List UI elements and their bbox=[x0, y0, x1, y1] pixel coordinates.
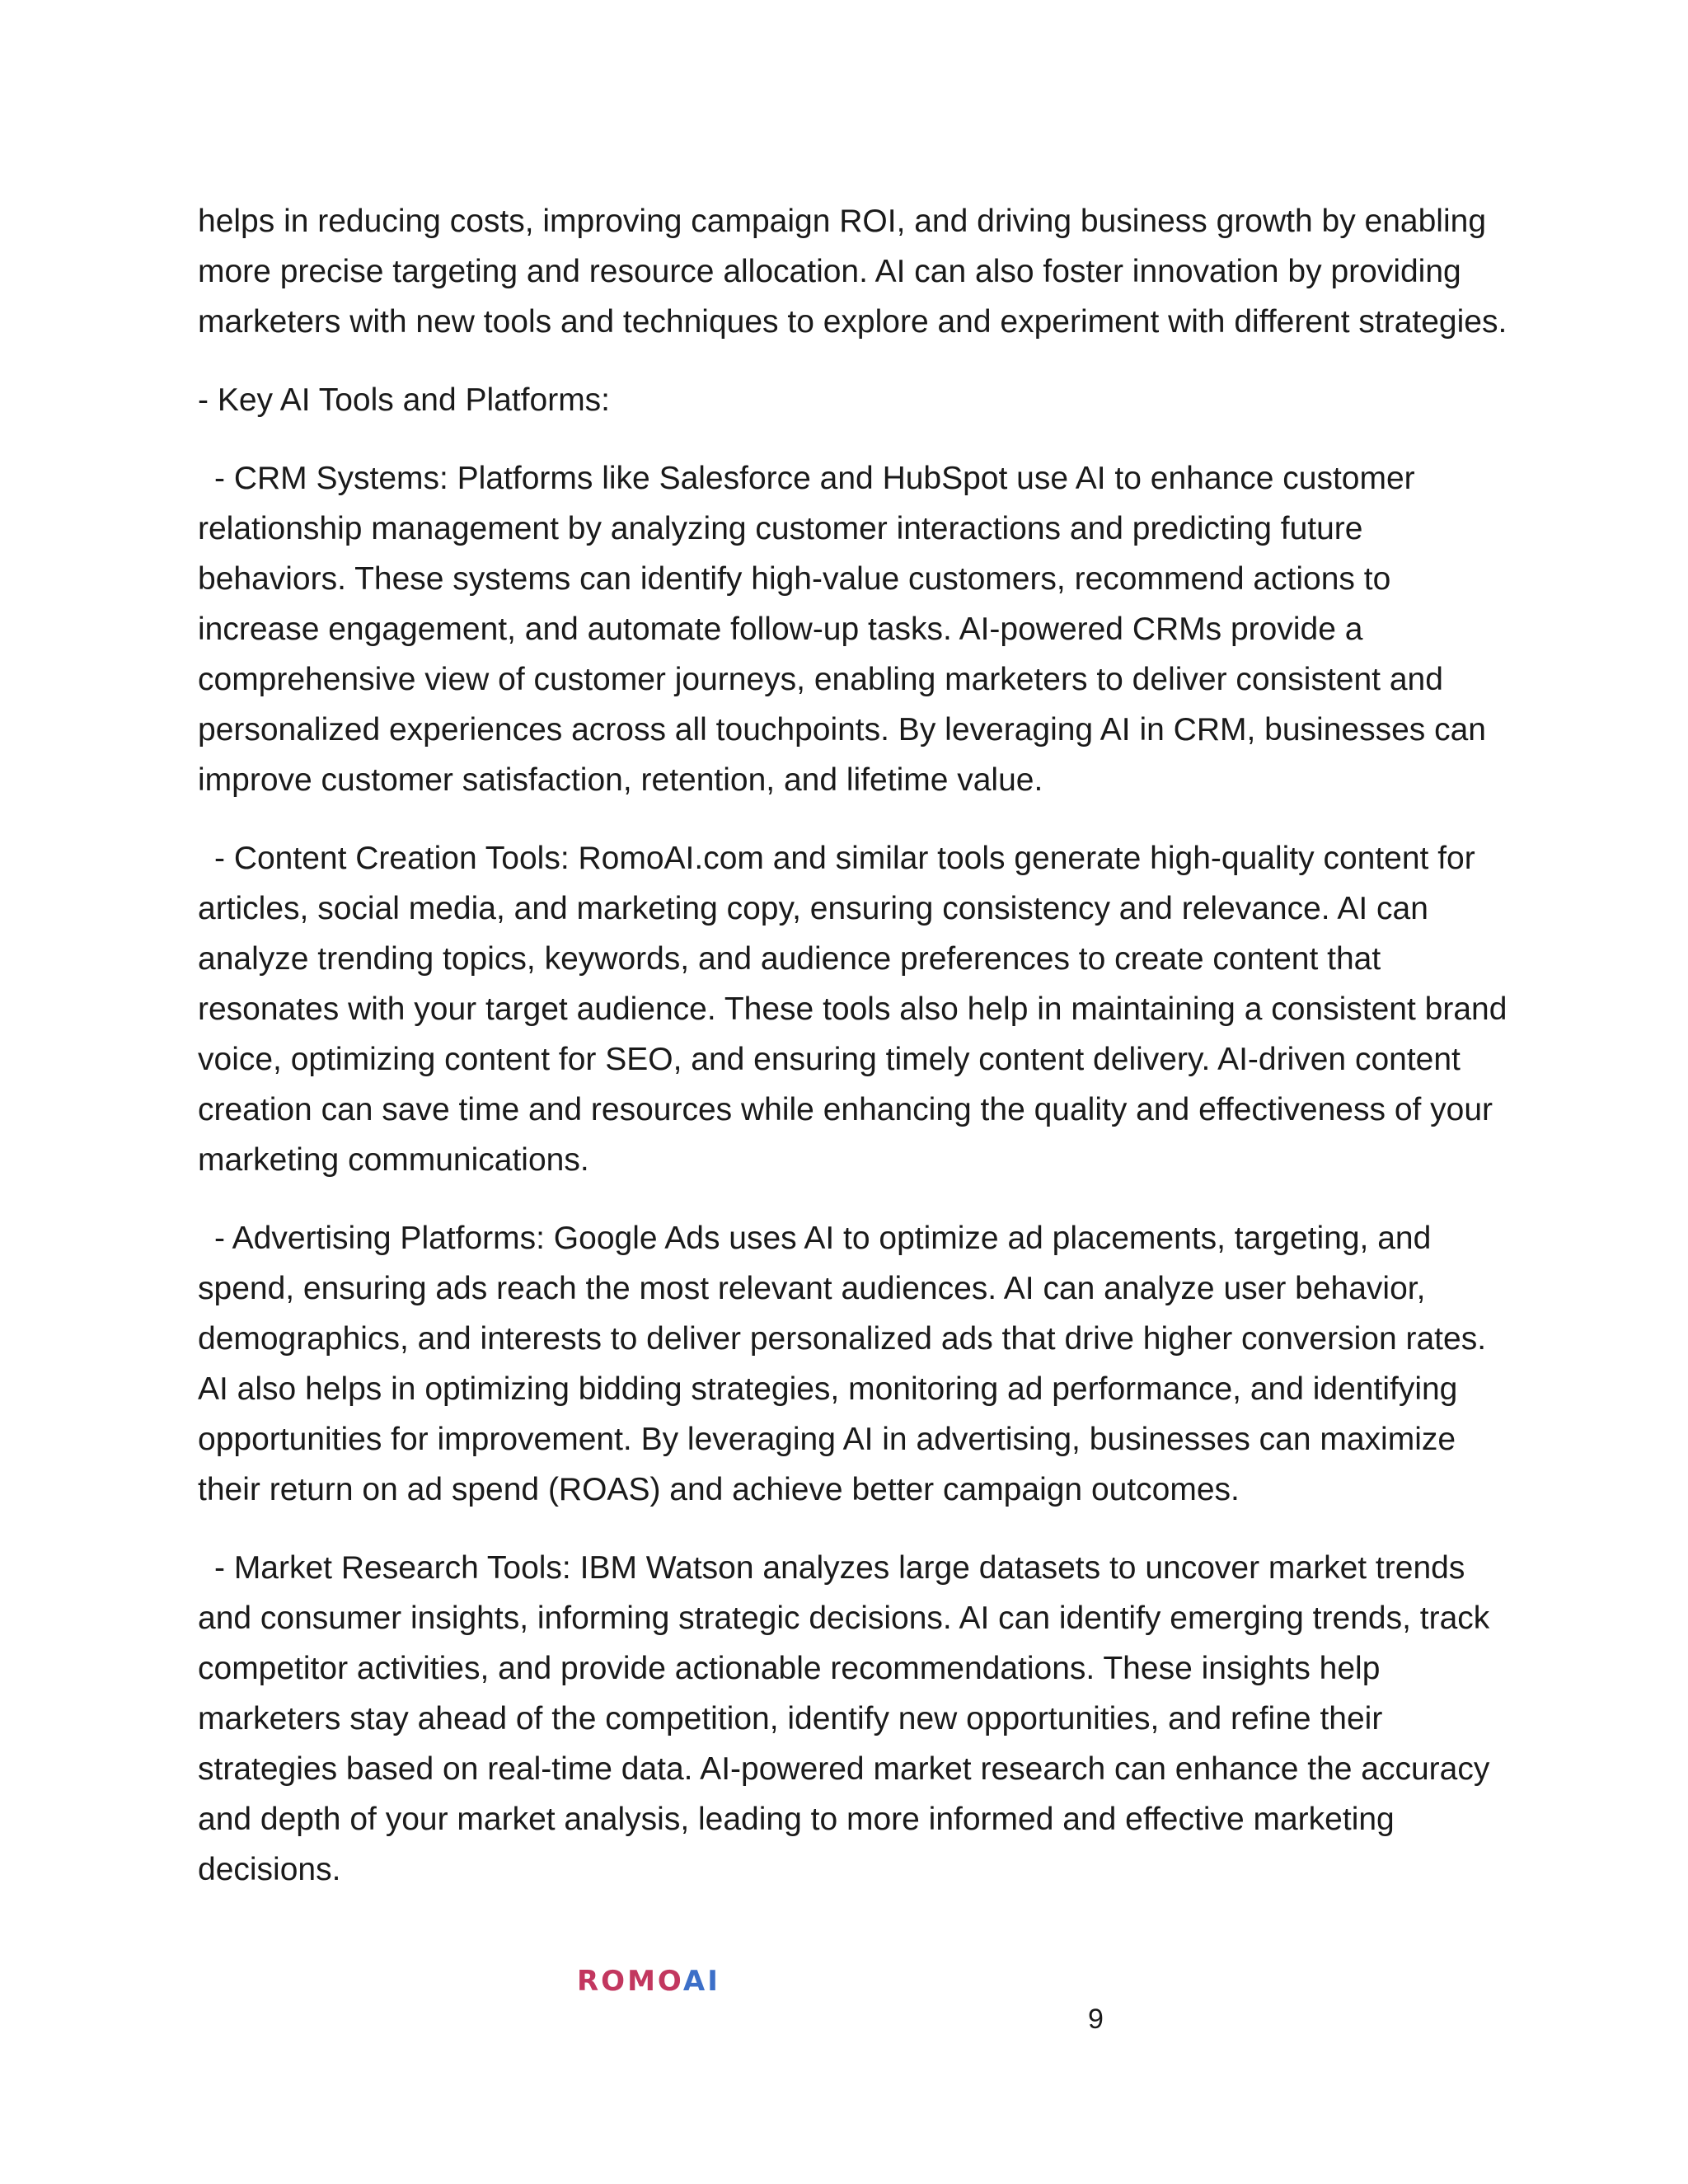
paragraph-advertising-platforms: - Advertising Platforms: Google Ads uses AI to optimize ad placements, targeting, and spend, ensuring ads reach the most relevant audiences. AI can analyze user behavior, demographics, and interests to deliver personalized ads that drive higher conversion rates. AI also helps in optimizing bidding strategies, monitoring ad performance, and identifying opportunities for improvement. By leveraging AI in advertising, businesses can maximize their return on ad spend (ROAS) and achieve better campaign outcomes. bbox=[198, 1221, 1487, 1507]
paragraph-intro-continuation: helps in reducing costs, improving campaign ROI, and driving business growth by enabling more precise targeting and resource allocation. AI can also foster innovation by providing marketers with new tools and techniques to explore and experiment with different strategies. bbox=[198, 204, 1507, 340]
romoai-logo bbox=[577, 1965, 720, 1998]
paragraph-content-creation-tools: - Content Creation Tools: RomoAI.com and similar tools generate high-quality content for articles, social media, and marketing copy, ensuring consistency and relevance. AI can analyze trending topics, keywords, and audience preferences to create content that resonates with your target audience. These tools also help in maintaining a consistent brand voice, optimizing content for SEO, and ensuring timely content delivery. AI-driven content creation can save time and resources while enhancing the quality and effectiveness of your marketing communications. bbox=[198, 841, 1507, 1178]
paragraph-crm-systems: - CRM Systems: Platforms like Salesforce and HubSpot use AI to enhance customer relationship management by analyzing customer interactions and predicting future behaviors. These systems can identify high-value customers, recommend actions to increase engagement, and automate follow-up tasks. AI-powered CRMs provide a comprehensive view of customer journeys, enabling marketers to deliver consistent and personalized experiences across all touchpoints. By leveraging AI in CRM, businesses can improve customer satisfaction, retention, and lifetime value. bbox=[198, 461, 1486, 798]
logo-text-ai: AI bbox=[682, 1965, 720, 1998]
logo-text-romo: ROMO bbox=[577, 1965, 683, 1998]
page-body bbox=[198, 196, 1517, 1923]
page-number: 9 bbox=[1088, 2004, 1104, 2035]
section-heading-key-ai-tools: - Key AI Tools and Platforms: bbox=[198, 382, 611, 418]
paragraph-market-research-tools: - Market Research Tools: IBM Watson analyzes large datasets to uncover market trends and consumer insights, informing strategic decisions. AI can identify emerging trends, track competitor activities, and provide actionable recommendations. These insights help marketers stay ahead of the competition, identify new opportunities, and refine their strategies based on real-time data. AI-powered market research can enhance the accuracy and depth of your market analysis, leading to more informed and effective marketing decisions. bbox=[198, 1550, 1490, 1887]
